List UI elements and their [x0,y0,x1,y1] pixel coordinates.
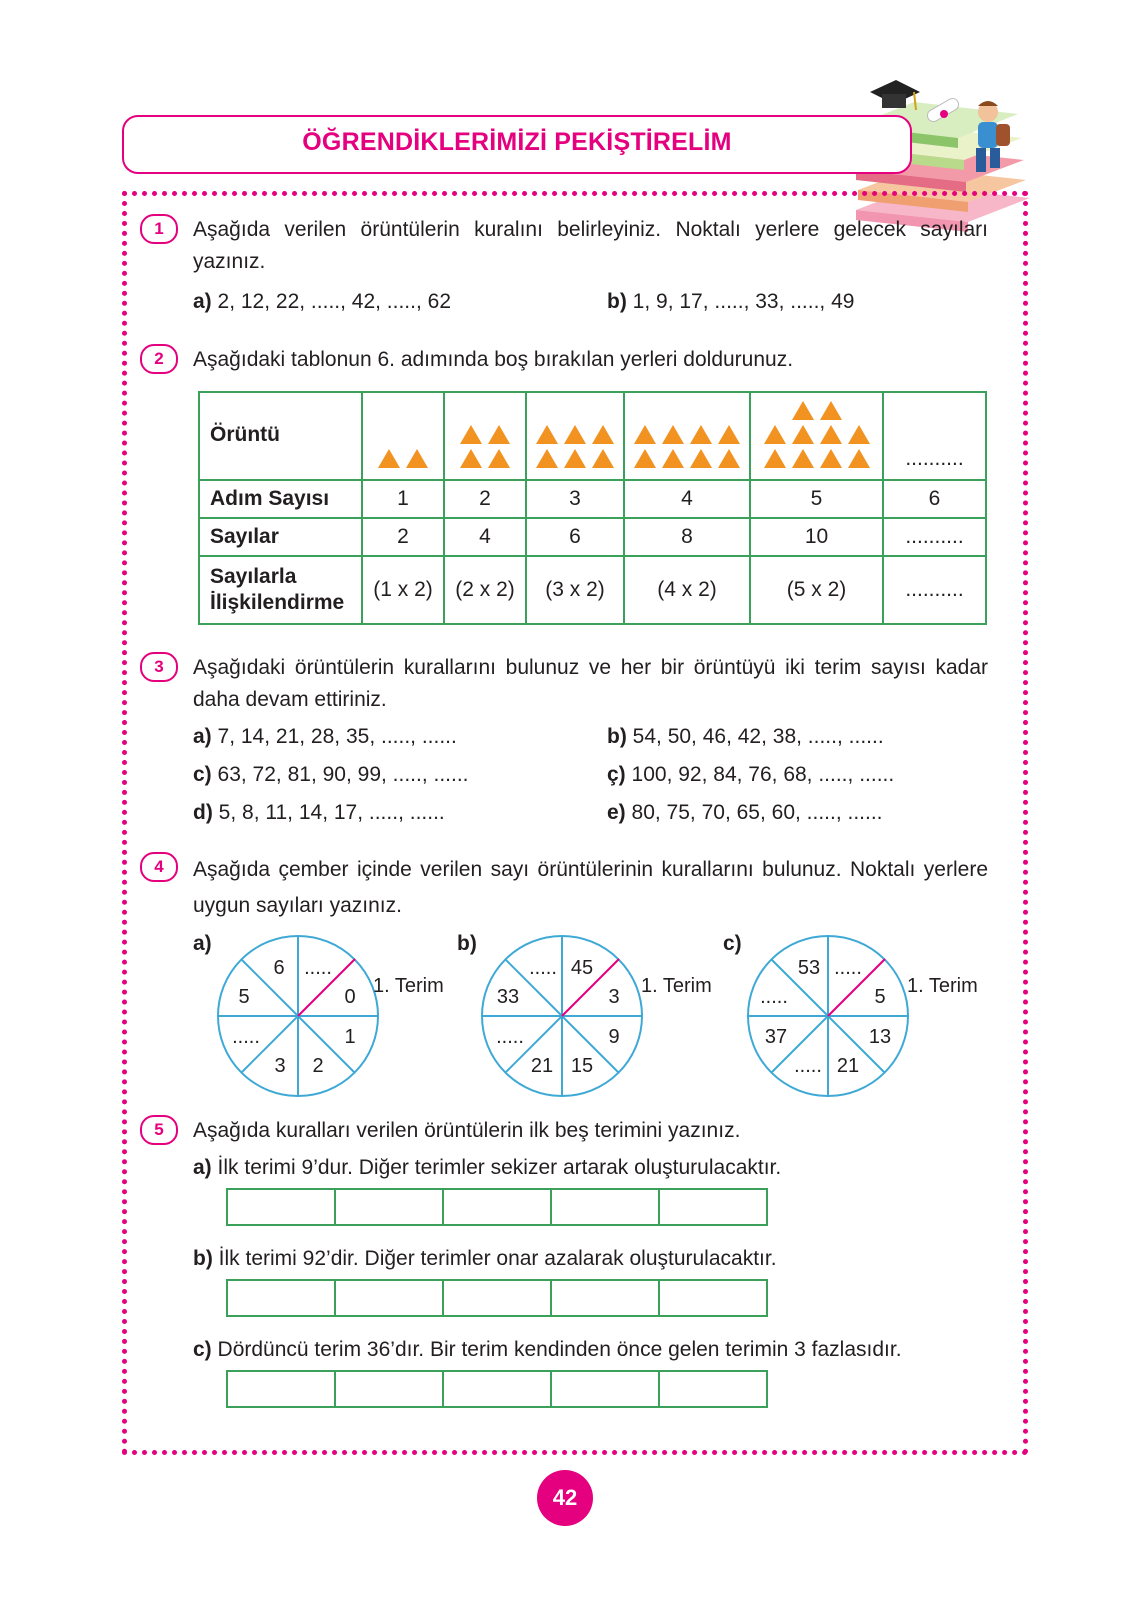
answer-box[interactable] [658,1188,768,1226]
table-row [199,518,986,556]
q1-item-b [607,286,854,318]
item-text: 63, 72, 81, 90, 99, ....., ...... [217,763,469,786]
item-text: 7, 14, 21, 28, 35, ....., ...... [217,725,457,748]
answer-box[interactable] [334,1279,444,1317]
circle-a-value: 6 [273,957,285,979]
triangle-icon [488,425,510,444]
circle-c-value: 53 [797,957,821,979]
circle-c-value: 37 [764,1026,788,1048]
item-text: İlk terimi 9’dur. Diğer terimler sekizer artarak oluşturulacaktır. [217,1156,782,1179]
circle-a-value: 0 [344,986,356,1008]
question-number: 5 [140,1115,178,1145]
circle-a-value: 1 [344,1026,356,1048]
circle-b-value: ..... [496,1026,524,1048]
item-text: 54, 50, 46, 42, 38, ....., ...... [632,725,884,748]
table-cell: (5 x 2) [750,556,883,624]
item-label: a) [193,725,212,748]
triangle-icon [460,449,482,468]
pattern-blank-cell: .......... [883,392,986,480]
circle-c-value: 13 [868,1026,892,1048]
triangle-icon [792,425,814,444]
triangle-icon [820,401,842,420]
item-label: c) [193,763,212,786]
q5-item-b [193,1243,777,1275]
circle-a-value: 5 [238,986,250,1008]
number-circle-a [218,936,444,1096]
answer-box[interactable] [334,1370,444,1408]
answer-box[interactable] [226,1279,336,1317]
triangle-icon [792,401,814,420]
table-cell: 3 [526,480,624,518]
answer-box[interactable] [442,1279,552,1317]
item-text: İlk terimi 92’dir. Diğer terimler onar azalarak oluşturulacaktır. [218,1247,777,1270]
triangle-icon [488,449,510,468]
triangle-icon [792,449,814,468]
item-text: 5, 8, 11, 14, 17, ....., ...... [218,801,445,824]
answer-box[interactable] [550,1188,660,1226]
row-header: Sayılarla İlişkilendirme [199,556,362,624]
answer-box[interactable] [226,1188,336,1226]
table-cell: 2 [444,480,526,518]
triangle-icon [848,449,870,468]
circle-b-value: 21 [530,1055,554,1077]
table-cell: 1 [362,480,444,518]
q3-item-c [193,759,469,791]
table-cell: 2 [362,518,444,556]
answer-box[interactable] [334,1188,444,1226]
triangle-icon [662,449,684,468]
triangle-icon [378,449,400,468]
table-row [199,480,986,518]
circle-a-value: ..... [304,957,332,979]
circle-b-value: 3 [608,986,620,1008]
pattern-cell [750,392,883,480]
table-cell: 6 [526,518,624,556]
pattern-table [198,391,987,625]
first-term-label: 1. Terim [641,975,712,997]
triangle-icon [536,425,558,444]
item-label: ç) [607,763,626,786]
triangle-icon [592,449,614,468]
question-number: 3 [140,652,178,682]
triangle-icon [690,425,712,444]
circle-b-label: b) [457,932,477,955]
table-cell: (2 x 2) [444,556,526,624]
number-circle-b [482,936,712,1096]
triangle-icon [564,449,586,468]
item-label: b) [607,725,627,748]
circle-b-value: 15 [570,1055,594,1077]
circle-c-value: ..... [760,986,788,1008]
item-text: 2, 12, 22, ....., 42, ....., 62 [217,290,452,313]
first-term-label: 1. Terim [907,975,978,997]
question-5-text: Aşağıda kuralları verilen örüntülerin ilk beş terimini yazınız. [193,1119,741,1142]
question-number: 2 [140,344,178,374]
table-cell: 4 [444,518,526,556]
circle-b-value: 9 [608,1026,620,1048]
table-cell: 8 [624,518,750,556]
item-label: a) [193,290,212,313]
number-circle-c [748,936,978,1096]
triangle-icon [406,449,428,468]
question-number: 1 [140,214,178,244]
table-cell: 4 [624,480,750,518]
table-cell: .......... [883,556,986,624]
circle-c-value: ..... [834,957,862,979]
table-cell: 6 [883,480,986,518]
item-label: c) [193,1338,212,1361]
question-4-text: Aşağıda çember içinde verilen sayı örüntülerinin kurallarını bulunuz. Noktalı yerlere uygun sayıları yazınız. [193,858,988,917]
triangle-icon [634,425,656,444]
item-text: 100, 92, 84, 76, 68, ....., ...... [631,763,895,786]
answer-boxes-b [226,1279,766,1317]
triangle-icon [764,449,786,468]
circle-b-value: 45 [570,957,594,979]
circle-c-value: ..... [794,1055,822,1077]
item-text: 1, 9, 17, ....., 33, ....., 49 [632,290,855,313]
item-text: Dördüncü terim 36’dır. Bir terim kendinden önce gelen terimin 3 fazlasıdır. [217,1338,902,1361]
pattern-cell [444,392,526,480]
circle-diagrams [180,930,1020,1100]
table-row [199,392,986,480]
triangle-icon [718,425,740,444]
item-label: b) [607,290,627,313]
answer-box[interactable] [658,1370,768,1408]
circle-c-value: 21 [836,1055,860,1077]
answer-box[interactable] [550,1370,660,1408]
answer-box[interactable] [226,1370,336,1408]
item-text: 80, 75, 70, 65, 60, ....., ...... [631,801,883,824]
circle-a-value: ..... [232,1026,260,1048]
circle-c-label: c) [723,932,742,955]
q1-item-a [193,286,451,318]
triangle-icon [460,425,482,444]
question-number: 4 [140,852,178,882]
q3-item-b [607,721,884,753]
table-cell: .......... [883,518,986,556]
pattern-cell [362,392,444,480]
answer-box[interactable] [658,1279,768,1317]
table-cell: 10 [750,518,883,556]
question-3-text: Aşağıdaki örüntülerin kurallarını bulunuz ve her bir örüntüyü iki terim sayısı kadar daha devam ettiriniz. [193,656,988,711]
item-label: a) [193,1156,212,1179]
answer-boxes-a [226,1188,766,1226]
answer-box[interactable] [442,1188,552,1226]
circle-b-value: 33 [496,986,520,1008]
triangle-icon [718,449,740,468]
triangle-icon [820,449,842,468]
q3-item-cc [607,759,894,791]
triangle-icon [592,425,614,444]
answer-boxes-c [226,1370,766,1408]
triangle-icon [564,425,586,444]
q3-item-a [193,721,457,753]
question-1-text: Aşağıda verilen örüntülerin kuralını belirleyiniz. Noktalı yerlere gelecek sayıları yazınız. [193,218,988,273]
item-label: b) [193,1247,213,1270]
table-cell: (1 x 2) [362,556,444,624]
triangle-icon [690,449,712,468]
q3-item-d [193,797,445,829]
pattern-cell [526,392,624,480]
table-cell: 5 [750,480,883,518]
circle-a-label: a) [193,932,212,955]
triangle-icon [536,449,558,468]
circle-a-value: 3 [274,1055,286,1077]
page-number: 42 [537,1470,593,1526]
row-header: Sayılar [199,518,362,556]
circle-a-value: 2 [312,1055,324,1077]
table-cell: (4 x 2) [624,556,750,624]
row-header: Örüntü [199,392,362,480]
q3-item-e [607,797,883,829]
triangle-icon [820,425,842,444]
circle-c-value: 5 [874,986,886,1008]
answer-box[interactable] [442,1370,552,1408]
first-term-label: 1. Terim [373,975,444,997]
q5-item-c [193,1334,902,1366]
triangle-icon [764,425,786,444]
page-title: ÖĞRENDİKLERİMİZİ PEKİŞTİRELİM [302,128,732,156]
circle-b-value: ..... [529,957,557,979]
triangle-icon [848,425,870,444]
item-label: e) [607,801,626,824]
triangle-icon [662,425,684,444]
triangle-icon [634,449,656,468]
pattern-cell [624,392,750,480]
answer-box[interactable] [550,1279,660,1317]
row-header: Adım Sayısı [199,480,362,518]
question-2-text: Aşağıdaki tablonun 6. adımında boş bırakılan yerleri doldurunuz. [193,348,794,371]
item-label: d) [193,801,213,824]
table-row [199,556,986,624]
q5-item-a [193,1152,781,1184]
table-cell: (3 x 2) [526,556,624,624]
